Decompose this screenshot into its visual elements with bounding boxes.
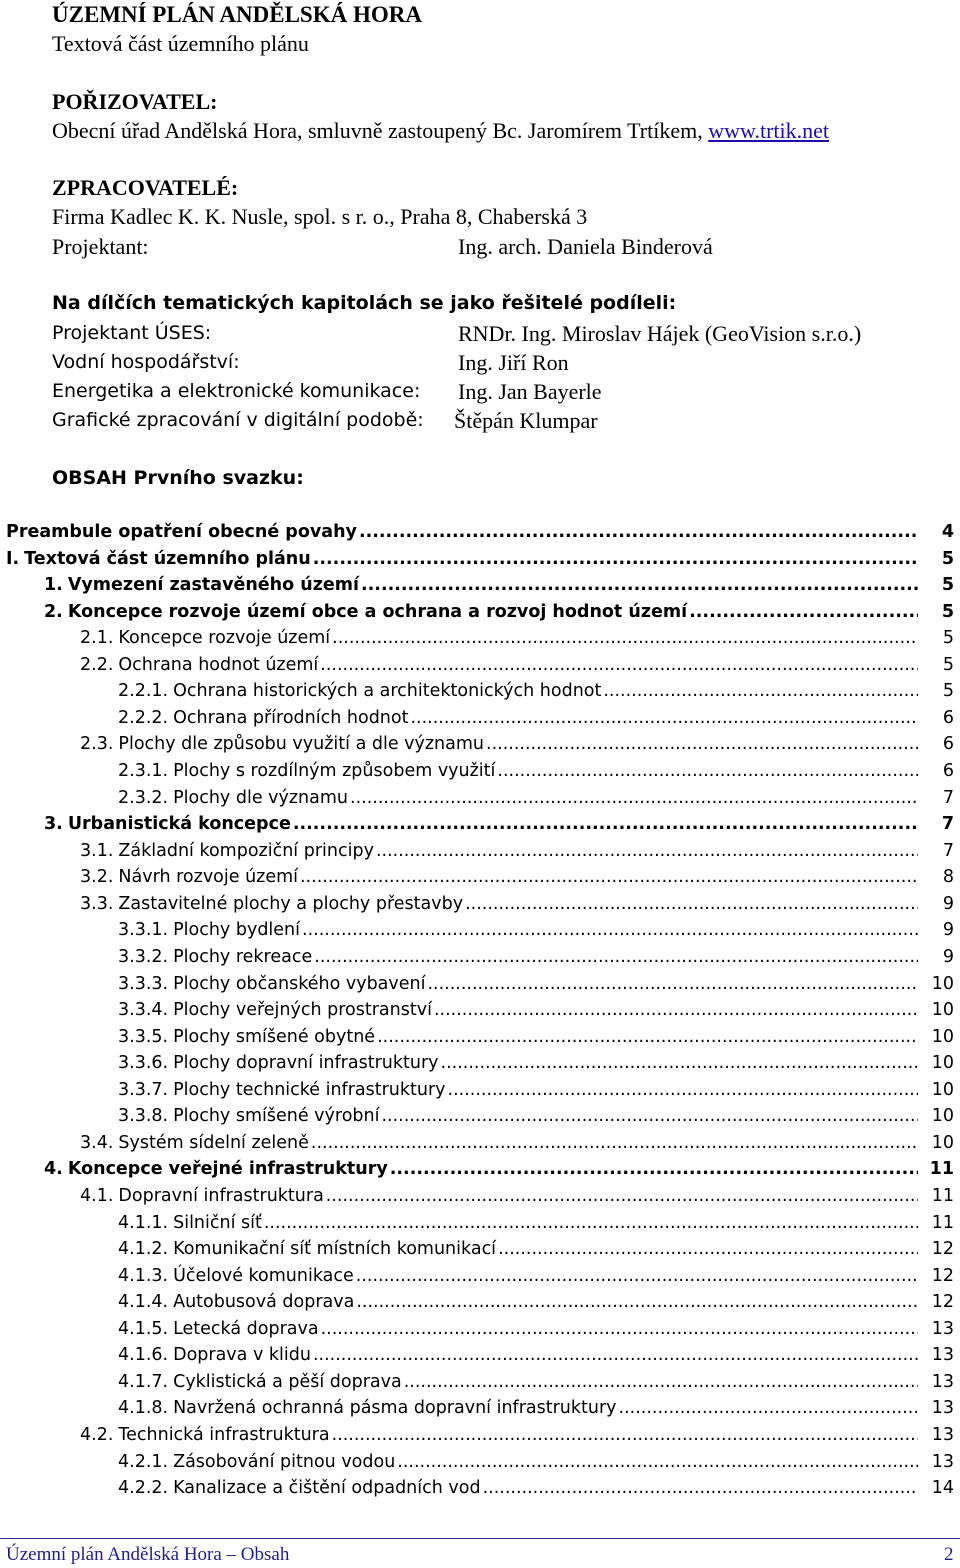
toc-dot-leader: [448, 1080, 918, 1100]
toc-entry-title: Základní kompoziční principy: [118, 840, 374, 861]
toc-dot-leader: [321, 1319, 918, 1339]
toc-entry[interactable]: [0, 1425, 960, 1451]
toc-entry[interactable]: [0, 1452, 960, 1478]
toc-entry-title: Koncepce rozvoje území obce a ochrana a rozvoj hodnot území: [67, 601, 688, 622]
resitel-name: RNDr. Ing. Miroslav Hájek (GeoVision s.r.o.): [458, 321, 862, 346]
toc-entry-title: Navržená ochranná pásma dopravní infrastruktury: [173, 1398, 617, 1419]
toc-entry-page: 5: [942, 681, 954, 702]
toc-entry-page: 7: [942, 840, 954, 861]
toc-entry-page: 10: [931, 1000, 954, 1021]
toc-dot-leader: [498, 1239, 918, 1259]
toc-entry-number: 4.: [44, 1159, 63, 1180]
toc-entry-title: Ochrana přírodních hodnot: [173, 707, 409, 728]
toc-dot-leader: [397, 1452, 918, 1472]
toc-entry-page: 8: [942, 867, 954, 888]
toc-dot-leader: [410, 708, 918, 728]
toc-entry-page: 12: [931, 1265, 954, 1286]
toc-dot-leader: [441, 1053, 919, 1073]
toc-entry[interactable]: [0, 814, 960, 840]
toc-dot-leader: [356, 1266, 918, 1286]
toc-entry-title: Silniční síť: [173, 1212, 262, 1233]
toc-entry-page: 13: [931, 1318, 954, 1339]
toc-entry-number: 2.3.: [80, 734, 114, 755]
toc-dot-leader: [293, 814, 918, 834]
toc-entry-number: 4.2.2.: [118, 1478, 169, 1499]
toc-entry-page: 11: [931, 1186, 954, 1206]
toc-entry-number: 2.3.2.: [118, 787, 169, 808]
toc-entry-page: 7: [941, 814, 954, 835]
toc-entry-page: 4: [941, 522, 954, 542]
toc-entry[interactable]: [0, 1213, 960, 1239]
projektant-name: Ing. arch. Daniela Binderová: [458, 234, 713, 259]
toc-entry-title: Ochrana hodnot území: [118, 654, 319, 675]
toc-entry-title: Ochrana historických a architektonických hodnot: [173, 681, 602, 702]
resitele-heading: Na dílčích tematických kapitolách se jako řešitelé podíleli:: [52, 292, 677, 314]
footer-title: Územní plán Andělská Hora – Obsah: [6, 1544, 290, 1565]
toc-entry-title: Účelové komunikace: [173, 1265, 354, 1286]
footer-divider: [0, 1538, 960, 1539]
toc-entry[interactable]: [0, 894, 960, 920]
toc-entry-number: 2.: [44, 601, 63, 622]
toc-entry[interactable]: [0, 1186, 960, 1212]
toc-entry-number: 4.1.1.: [118, 1212, 169, 1233]
toc-entry-page: 11: [929, 1159, 954, 1180]
toc-dot-leader: [264, 1213, 918, 1233]
toc-entry-number: 3.3.2.: [118, 946, 169, 967]
toc-entry-number: 3.3.: [80, 893, 114, 914]
toc-entry[interactable]: [0, 522, 960, 548]
toc-entry[interactable]: [0, 1372, 960, 1398]
toc-entry-page: 10: [931, 973, 954, 994]
toc-entry-number: 4.1.7.: [118, 1371, 169, 1392]
toc-entry-page: 13: [931, 1398, 954, 1419]
toc-entry-number: 4.2.: [80, 1425, 114, 1446]
toc-entry[interactable]: [0, 1266, 960, 1292]
porizovatel-link[interactable]: www.trtik.net: [708, 118, 829, 143]
toc-entry-title: Komunikační síť místních komunikací: [173, 1239, 497, 1260]
toc-entry-page: 12: [931, 1292, 954, 1313]
toc-entry[interactable]: [0, 1345, 960, 1371]
toc-dot-leader: [486, 734, 918, 754]
toc-entry[interactable]: [0, 734, 960, 760]
toc-dot-leader: [434, 1000, 918, 1020]
toc-entry-title: Plochy občanského vybavení: [173, 973, 426, 994]
toc-dot-leader: [497, 761, 918, 781]
toc-entry-title: Plochy dle způsobu využití a dle významu: [118, 734, 485, 755]
projektant-label: Projektant:: [52, 234, 149, 259]
toc-entry-page: 9: [942, 893, 954, 914]
toc-dot-leader: [376, 841, 918, 861]
toc-entry-title: Urbanistická koncepce: [67, 814, 291, 835]
toc-entry-title: Kanalizace a čištění odpadních vod: [173, 1478, 481, 1499]
toc-entry-page: 10: [931, 1106, 954, 1127]
toc-entry-title: Systém sídelní zeleně: [118, 1132, 309, 1153]
resitel-name: Štěpán Klumpar: [454, 408, 598, 433]
toc-dot-leader: [390, 1159, 918, 1179]
document-subtitle: Textová část územního plánu: [52, 31, 309, 56]
resitel-name: Ing. Jiří Ron: [458, 350, 569, 375]
toc-dot-leader: [320, 655, 918, 675]
toc-entry[interactable]: [0, 1159, 960, 1185]
toc-entry-title: Cyklistická a pěší doprava: [173, 1371, 402, 1392]
toc-entry-number: 2.2.1.: [118, 681, 169, 702]
toc-entry-number: 2.2.: [80, 654, 114, 675]
toc-entry-number: 3.3.1.: [118, 920, 169, 941]
toc-entry-page: 10: [931, 1079, 954, 1100]
zpracovatele-label: ZPRACOVATELÉ:: [52, 175, 239, 200]
toc-entry[interactable]: [0, 655, 960, 681]
toc-entry-number: 2.2.2.: [118, 707, 169, 728]
porizovatel-office: Obecní úřad Andělská Hora, smluvně zastoupený Bc. Jaromírem Trtíkem,: [52, 118, 709, 143]
toc-entry-page: 7: [942, 787, 954, 808]
toc-entry-title: Autobusová doprava: [173, 1292, 355, 1313]
toc-entry[interactable]: [0, 628, 960, 654]
toc-dot-leader: [603, 681, 918, 701]
toc-entry[interactable]: [0, 1106, 960, 1132]
toc-dot-leader: [465, 894, 918, 914]
toc-entry[interactable]: [0, 841, 960, 867]
toc-entry[interactable]: [0, 1398, 960, 1424]
toc-dot-leader: [483, 1478, 918, 1498]
toc-entry[interactable]: [0, 1080, 960, 1106]
toc-entry-number: 1.: [44, 575, 63, 596]
document-title: ÚZEMNÍ PLÁN ANDĚLSKÁ HORA: [52, 2, 422, 27]
toc-entry[interactable]: [0, 681, 960, 707]
toc-entry-page: 5: [941, 601, 954, 622]
resitel-label: Vodní hospodářství:: [52, 351, 240, 373]
toc-dot-leader: [311, 1133, 918, 1153]
toc-entry-title: Letecká doprava: [173, 1318, 319, 1339]
toc-dot-leader: [300, 867, 918, 887]
toc-dot-leader: [619, 1398, 918, 1418]
toc-entry[interactable]: [0, 867, 960, 893]
toc-entry-title: Plochy bydlení: [173, 920, 301, 941]
toc-entry-page: 5: [941, 575, 954, 596]
toc-entry-number: 2.1.: [80, 628, 114, 649]
toc-entry-title: Plochy veřejných prostranství: [173, 1000, 432, 1021]
toc-entry-page: 9: [942, 946, 954, 967]
toc-entry-number: 3.3.6.: [118, 1053, 169, 1074]
toc-entry-title: Zásobování pitnou vodou: [173, 1451, 396, 1472]
toc-entry-title: Plochy smíšené výrobní: [173, 1106, 380, 1127]
toc-entry-number: 3.4.: [80, 1132, 114, 1153]
toc-entry-number: I.: [6, 548, 20, 569]
toc-entry-title: Technická infrastruktura: [118, 1425, 330, 1446]
toc-entry-number: 4.1.2.: [118, 1239, 169, 1260]
toc-entry-number: 2.3.1.: [118, 761, 169, 782]
toc-entry-number: 4.1.8.: [118, 1398, 169, 1419]
toc-dot-leader: [356, 1292, 918, 1312]
toc-entry-number: 4.2.1.: [118, 1451, 169, 1472]
toc-dot-leader: [404, 1372, 918, 1392]
toc-entry[interactable]: [0, 788, 960, 814]
toc-entry[interactable]: [0, 1000, 960, 1026]
toc-dot-leader: [427, 974, 918, 994]
toc-entry-title: Plochy dle významu: [173, 787, 348, 808]
toc-entry-title: Koncepce rozvoje území: [118, 628, 331, 649]
toc-entry-title: Preambule opatření obecné povahy: [6, 522, 357, 542]
toc-entry-number: 3.3.5.: [118, 1026, 169, 1047]
resitel-label: Grafické zpracování v digitální podobě:: [52, 409, 424, 431]
toc-entry-number: 3.2.: [80, 867, 114, 888]
toc-dot-leader: [689, 602, 918, 622]
toc-entry-page: 10: [931, 1132, 954, 1153]
toc-entry[interactable]: [0, 1027, 960, 1053]
toc-entry-title: Vymezení zastavěného území: [67, 575, 359, 596]
toc-entry[interactable]: [0, 1319, 960, 1345]
toc-entry-number: 4.1.: [80, 1186, 114, 1206]
toc-entry[interactable]: [0, 1478, 960, 1504]
toc-entry-number: 3.3.3.: [118, 973, 169, 994]
toc-entry[interactable]: [0, 1053, 960, 1079]
toc-entry-number: 4.1.4.: [118, 1292, 169, 1313]
toc-entry-page: 13: [931, 1371, 954, 1392]
toc-entry-number: 3.3.7.: [118, 1079, 169, 1100]
toc-entry-number: 3.: [44, 814, 63, 835]
toc-entry-number: 4.1.3.: [118, 1265, 169, 1286]
toc-dot-leader: [314, 947, 918, 967]
resitel-label: Projektant ÚSES:: [52, 322, 212, 344]
toc-entry-title: Plochy dopravní infrastruktury: [173, 1053, 439, 1074]
toc-entry-page: 11: [931, 1212, 954, 1233]
toc-entry-title: Plochy technické infrastruktury: [173, 1079, 446, 1100]
toc-entry-page: 9: [942, 920, 954, 941]
toc-entry-title: Koncepce veřejné infrastruktury: [67, 1159, 388, 1180]
toc-dot-leader: [377, 1027, 918, 1047]
toc-entry-title: Dopravní infrastruktura: [118, 1186, 324, 1206]
toc-entry-page: 13: [931, 1451, 954, 1472]
porizovatel-label: POŘIZOVATEL:: [52, 89, 218, 114]
toc-entry-page: 6: [942, 707, 954, 728]
toc-entry-title: Plochy smíšené obytné: [173, 1026, 376, 1047]
toc-dot-leader: [332, 628, 918, 648]
toc-entry-title: Plochy rekreace: [173, 946, 313, 967]
toc-dot-leader: [381, 1106, 918, 1126]
toc-entry[interactable]: [0, 575, 960, 601]
zpracovatel-firma: Firma Kadlec K. K. Nusle, spol. s r. o., Praha 8, Chaberská 3: [52, 204, 588, 229]
toc-entry-page: 6: [942, 761, 954, 782]
toc-entry-page: 5: [941, 548, 954, 569]
toc-entry-number: 4.1.5.: [118, 1318, 169, 1339]
obsah-heading: OBSAH Prvního svazku:: [52, 467, 304, 489]
toc-entry-page: 6: [942, 734, 954, 755]
resitel-label: Energetika a elektronické komunikace:: [52, 380, 421, 402]
toc-dot-leader: [350, 788, 918, 808]
toc-entry-title: Textová část územního plánu: [24, 548, 311, 569]
toc-entry[interactable]: [0, 708, 960, 734]
toc-entry[interactable]: [0, 1292, 960, 1318]
toc-dot-leader: [302, 920, 918, 940]
toc-entry-title: Zastavitelné plochy a plochy přestavby: [118, 893, 464, 914]
toc-entry[interactable]: [0, 602, 960, 628]
toc-entry-title: Plochy s rozdílným způsobem využití: [173, 761, 496, 782]
toc-entry-title: Návrh rozvoje území: [118, 867, 299, 888]
toc-entry[interactable]: [0, 947, 960, 973]
resitel-name: Ing. Jan Bayerle: [458, 379, 602, 404]
toc-entry-number: 3.1.: [80, 840, 114, 861]
toc-entry-number: 4.1.6.: [118, 1345, 169, 1366]
toc-dot-leader: [359, 522, 918, 542]
toc-entry-page: 14: [931, 1478, 954, 1499]
toc-entry-number: 3.3.4.: [118, 1000, 169, 1021]
toc-dot-leader: [313, 1345, 918, 1365]
toc-dot-leader: [326, 1186, 918, 1206]
toc-dot-leader: [332, 1425, 918, 1445]
toc-entry[interactable]: [0, 1239, 960, 1265]
toc-entry[interactable]: [0, 549, 960, 575]
porizovatel-text: [52, 118, 829, 144]
toc-entry-page: 10: [931, 1053, 954, 1074]
footer-page-number: 2: [944, 1544, 954, 1565]
toc-entry[interactable]: [0, 1133, 960, 1159]
toc-entry-page: 13: [931, 1345, 954, 1366]
toc-entry-page: 12: [931, 1239, 954, 1260]
toc-entry-page: 13: [931, 1425, 954, 1446]
toc-entry-page: 10: [931, 1026, 954, 1047]
toc-entry[interactable]: [0, 761, 960, 787]
toc-entry-title: Doprava v klidu: [173, 1345, 311, 1366]
toc-entry-number: 3.3.8.: [118, 1106, 169, 1127]
toc-entry[interactable]: [0, 974, 960, 1000]
toc-entry-page: 5: [942, 628, 954, 649]
toc-entry-page: 5: [942, 654, 954, 675]
toc-dot-leader: [313, 549, 918, 569]
toc-dot-leader: [361, 575, 918, 595]
toc-entry[interactable]: [0, 920, 960, 946]
